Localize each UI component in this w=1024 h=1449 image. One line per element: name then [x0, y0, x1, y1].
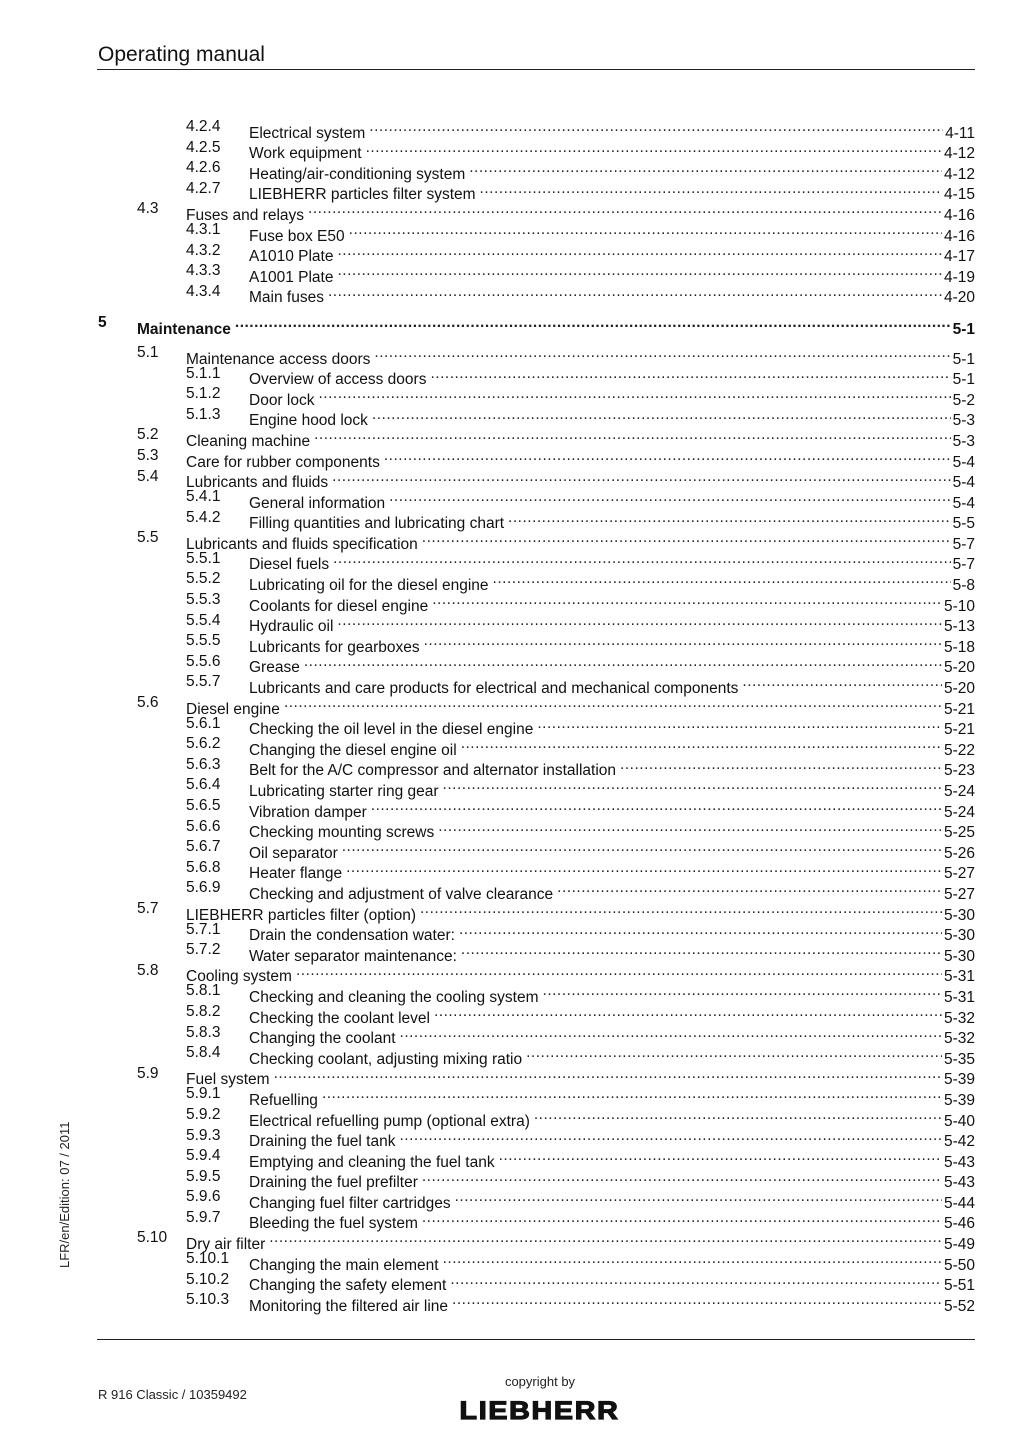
- toc-leader-dots: [389, 487, 950, 508]
- toc-title: A1001 Plate: [249, 268, 334, 286]
- toc-row: [0, 693, 1024, 718]
- toc-page-number: 5-27: [943, 885, 975, 903]
- toc-title: Fuel system: [186, 1071, 270, 1089]
- toc-title: Work equipment: [249, 145, 362, 163]
- toc-number: 5.3: [137, 446, 159, 464]
- toc-page-number: 5-52: [943, 1297, 975, 1315]
- toc-leader-dots: [284, 693, 942, 714]
- toc-title: Checking and adjustment of valve clearance: [249, 885, 554, 903]
- toc-page-number: 5-25: [943, 824, 975, 842]
- toc-title: Belt for the A/C compressor and alternator installation: [249, 762, 617, 780]
- toc-title: Monitoring the filtered air line: [249, 1297, 449, 1315]
- toc-title: Checking coolant, adjusting mixing ratio: [249, 1050, 523, 1068]
- toc-title: Fuse box E50: [249, 227, 345, 245]
- toc-page-number: 5-27: [943, 865, 975, 883]
- toc-page-number: 5-39: [943, 1071, 975, 1089]
- toc-number: 5.5.7: [186, 673, 221, 691]
- toc-title: A1010 Plate: [249, 248, 334, 266]
- toc-leader-dots: [328, 282, 942, 303]
- toc-page-number: 5-21: [943, 721, 975, 739]
- toc-row: [0, 1105, 1024, 1130]
- toc-number: 5.2: [137, 426, 159, 444]
- toc-title: Lubricants and care products for electrical and mechanical components: [249, 680, 739, 698]
- toc-title: Lubricants for gearboxes: [249, 638, 420, 656]
- toc-leader-dots: [480, 179, 942, 200]
- toc-title: Main fuses: [249, 289, 324, 307]
- toc-title: Heating/air-conditioning system: [249, 165, 466, 183]
- toc-row: [0, 775, 1024, 800]
- toc-leader-dots: [337, 261, 942, 282]
- toc-number: 5.9.2: [186, 1105, 221, 1123]
- toc-title: Cleaning machine: [186, 432, 311, 450]
- toc-leader-dots: [493, 569, 951, 590]
- toc-title: Changing the safety element: [249, 1277, 447, 1295]
- toc-number: 5.6.6: [186, 817, 221, 835]
- toc-number: 5.9.6: [186, 1188, 221, 1206]
- toc-title: Emptying and cleaning the fuel tank: [249, 1153, 495, 1171]
- toc-number: 5.6.7: [186, 838, 221, 856]
- toc-number: 5: [98, 314, 107, 332]
- toc-title: General information: [249, 494, 386, 512]
- toc-leader-dots: [434, 1002, 942, 1023]
- toc-row: [0, 487, 1024, 512]
- toc-number: 5.10: [137, 1229, 168, 1247]
- toc-leader-dots: [304, 652, 942, 673]
- toc-number: 5.6.1: [186, 714, 221, 732]
- toc-row: [0, 179, 1024, 204]
- toc-number: 5.5.5: [186, 632, 221, 650]
- toc-row: [0, 158, 1024, 183]
- toc-title: Overview of access doors: [249, 371, 427, 389]
- toc-row: [0, 508, 1024, 533]
- toc-leader-dots: [332, 467, 950, 488]
- toc-page-number: 5-7: [952, 556, 975, 574]
- toc-number: 4.2.7: [186, 179, 221, 197]
- toc-leader-dots: [508, 508, 951, 529]
- toc-number: 5.8.1: [186, 982, 221, 1000]
- toc-title: Fuses and relays: [186, 206, 305, 224]
- toc-title: Diesel engine: [186, 700, 280, 718]
- toc-page-number: 5-2: [952, 391, 975, 409]
- toc-row: [0, 1084, 1024, 1109]
- toc-leader-dots: [543, 981, 942, 1002]
- toc-row: [0, 940, 1024, 965]
- toc-title: Coolants for diesel engine: [249, 597, 429, 615]
- toc-leader-dots: [438, 817, 942, 838]
- toc-number: 4.3.4: [186, 282, 221, 300]
- toc-number: 5.5.3: [186, 591, 221, 609]
- toc-page-number: 5-10: [943, 597, 975, 615]
- toc-row: [0, 1023, 1024, 1048]
- toc-leader-dots: [342, 837, 942, 858]
- toc-title: Water separator maintenance:: [249, 947, 457, 965]
- toc-page-number: 4-11: [945, 124, 975, 142]
- toc-page-number: 5-30: [943, 906, 975, 924]
- toc-title: Door lock: [249, 391, 315, 409]
- toc-title: Changing the main element: [249, 1256, 439, 1274]
- toc-number: 5.6.4: [186, 776, 221, 794]
- toc-page-number: 5-24: [943, 803, 975, 821]
- toc-page-number: 4-17: [943, 248, 975, 266]
- toc-leader-dots: [420, 899, 942, 920]
- toc-number: 5.10.1: [186, 1250, 230, 1268]
- toc-page-number: 5-43: [943, 1153, 975, 1171]
- toc-page-number: 5-24: [943, 783, 975, 800]
- toc-number: 5.4.1: [186, 488, 221, 506]
- toc-row: [0, 837, 1024, 862]
- toc-row: [0, 755, 1024, 780]
- toc-row: [0, 199, 1024, 224]
- toc-title: Drain the condensation water:: [249, 927, 455, 945]
- toc-title: Electrical system: [249, 124, 366, 142]
- toc-number: 5.10.3: [186, 1291, 230, 1309]
- toc-page-number: 5-39: [943, 1091, 975, 1109]
- toc-row: [0, 241, 1024, 266]
- toc-number: 5.6.3: [186, 755, 221, 773]
- toc-page-number: 5-13: [943, 618, 975, 636]
- toc-title: Checking the coolant level: [249, 1009, 430, 1027]
- toc-page-number: 5-50: [943, 1256, 975, 1274]
- toc-leader-dots: [450, 1270, 942, 1291]
- toc-leader-dots: [443, 1249, 942, 1270]
- toc-row: [0, 467, 1024, 492]
- toc-title: Vibration damper: [249, 803, 367, 821]
- toc-row: [0, 446, 1024, 471]
- toc-leader-dots: [469, 158, 942, 179]
- toc-leader-dots: [308, 199, 942, 220]
- toc-leader-dots: [526, 1043, 942, 1064]
- toc-title: Heater flange: [249, 865, 343, 883]
- toc-page-number: 5-26: [943, 844, 975, 862]
- toc-leader-dots: [459, 920, 942, 941]
- toc-row: [0, 405, 1024, 430]
- toc-title: Cooling system: [186, 968, 292, 986]
- toc-page-number: 4-16: [943, 206, 975, 224]
- toc-number: 5.6.5: [186, 797, 221, 814]
- toc-row: [0, 364, 1024, 389]
- toc-leader-dots: [333, 549, 950, 570]
- toc-title: Engine hood lock: [249, 412, 368, 430]
- toc-row: [0, 313, 1024, 338]
- toc-number: 5.9: [137, 1064, 159, 1082]
- toc-row: [0, 961, 1024, 986]
- toc-title: Grease: [249, 659, 300, 677]
- edition-label: LFR/en/Edition: 07 / 2011: [57, 1121, 72, 1268]
- toc-page-number: 5-35: [943, 1050, 975, 1068]
- toc-row: [0, 590, 1024, 615]
- toc-title: Maintenance: [137, 320, 231, 338]
- toc-leader-dots: [422, 528, 951, 549]
- toc-entry: [137, 313, 975, 340]
- toc-leader-dots: [452, 1290, 942, 1311]
- toc-row: [0, 282, 1024, 307]
- logo-wordmark: LIEBHERR: [459, 1397, 620, 1423]
- toc-number: 4.3.1: [186, 220, 221, 238]
- toc-title: Changing the coolant: [249, 1030, 396, 1048]
- toc-page-number: 5-40: [943, 1112, 975, 1130]
- toc-page-number: 5-51: [943, 1277, 975, 1295]
- toc-page-number: 5-32: [943, 1009, 975, 1027]
- toc-leader-dots: [372, 405, 951, 426]
- toc-number: 5.8: [137, 961, 159, 979]
- toc-number: 5.9.7: [186, 1208, 221, 1226]
- toc-title: Checking and cleaning the cooling system: [249, 988, 539, 1006]
- toc-page-number: 5-4: [952, 453, 975, 471]
- toc-row: [0, 1126, 1024, 1151]
- toc-page-number: 5-22: [943, 741, 975, 759]
- model-number: R 916 Classic / 10359492: [98, 1387, 247, 1402]
- toc-page-number: 5-46: [943, 1215, 975, 1233]
- toc-page-number: 5-3: [952, 432, 975, 450]
- toc-number: 5.9.4: [186, 1147, 221, 1165]
- header-divider: [97, 69, 975, 70]
- toc-title: Oil separator: [249, 844, 338, 862]
- toc-page-number: 5-30: [943, 947, 975, 965]
- toc-leader-dots: [461, 734, 942, 755]
- toc-number: 5.7.2: [186, 941, 221, 959]
- toc-number: 5.6.9: [186, 879, 221, 897]
- toc-row: [0, 672, 1024, 698]
- toc-leader-dots: [400, 1023, 942, 1044]
- toc-leader-dots: [384, 446, 951, 467]
- toc-row: [0, 1249, 1024, 1274]
- toc-title: Bleeding the fuel system: [249, 1215, 418, 1233]
- toc-row: [0, 1167, 1024, 1192]
- toc-title: Hydraulic oil: [249, 618, 334, 636]
- toc-page-number: 5-1: [952, 371, 975, 389]
- toc-number: 5.7.1: [186, 920, 221, 938]
- toc-number: 5.9.3: [186, 1126, 221, 1144]
- toc-page-number: 4-12: [943, 145, 975, 163]
- toc-leader-dots: [346, 858, 942, 879]
- toc-number: 4.2.5: [186, 138, 221, 156]
- toc-row: [0, 981, 1024, 1006]
- toc-page-number: 5-1: [952, 320, 975, 338]
- toc-number: 5.6.2: [186, 735, 221, 753]
- toc-number: 5.5.4: [186, 611, 221, 629]
- toc-row: [0, 549, 1024, 574]
- toc-page-number: 5-20: [943, 659, 975, 677]
- toc-page-number: 5-20: [943, 680, 975, 698]
- toc-title: LIEBHERR particles filter (option): [186, 906, 416, 924]
- toc-row: [0, 899, 1024, 924]
- toc-page-number: 5-44: [943, 1194, 975, 1212]
- toc-page-number: 4-12: [943, 165, 975, 183]
- footer-divider: [97, 1339, 975, 1340]
- toc-row: [0, 1290, 1024, 1315]
- page-title: Operating manual: [98, 43, 265, 66]
- toc-row: [0, 343, 1024, 368]
- toc-row: [0, 920, 1024, 945]
- toc-number: 5.10.2: [186, 1270, 230, 1288]
- toc-page-number: 4-19: [943, 268, 975, 286]
- toc-row: [0, 878, 1024, 903]
- copyright-label: copyright by: [504, 1374, 576, 1389]
- toc-title: Checking mounting screws: [249, 824, 435, 842]
- toc-leader-dots: [322, 1084, 942, 1105]
- toc-number: 5.8.4: [186, 1044, 221, 1062]
- toc-leader-dots: [557, 878, 942, 899]
- toc-page-number: 5-32: [943, 1030, 975, 1048]
- toc-row: [0, 528, 1024, 553]
- toc-number: 5.1: [137, 343, 159, 361]
- toc-number: 5.5.2: [186, 570, 221, 588]
- toc-page-number: 5-49: [943, 1236, 975, 1254]
- toc-title: Refuelling: [249, 1091, 318, 1109]
- toc-row: [0, 611, 1024, 636]
- toc-number: 5.5: [137, 529, 159, 547]
- toc-leader-dots: [374, 343, 950, 364]
- toc-number: 5.6.8: [186, 858, 221, 876]
- toc-page-number: 5-30: [943, 927, 975, 945]
- toc-leader-dots: [296, 961, 942, 982]
- toc-page-number: 5-31: [943, 968, 975, 986]
- toc-title: Checking the oil level in the diesel engine: [249, 721, 534, 739]
- toc-row: [0, 734, 1024, 759]
- toc-page-number: 5-31: [943, 988, 975, 1006]
- toc-title: Lubricating starter ring gear: [249, 783, 439, 800]
- toc-title: Lubricants and fluids specification: [186, 535, 418, 553]
- toc-page-number: 5-5: [952, 515, 975, 533]
- toc-row: [0, 1208, 1024, 1233]
- toc-row: [0, 117, 1024, 142]
- toc-leader-dots: [499, 1146, 942, 1167]
- toc-row: [0, 1187, 1024, 1212]
- toc-leader-dots: [443, 775, 942, 796]
- toc-page-number: 5-8: [952, 577, 975, 595]
- toc-page-number: 5-3: [952, 412, 975, 430]
- toc-leader-dots: [269, 1228, 942, 1249]
- toc-number: 4.3.2: [186, 241, 221, 259]
- toc-number: 5.1.1: [186, 364, 221, 382]
- toc-title: Electrical refuelling pump (optional extra): [249, 1112, 530, 1130]
- toc-row: [0, 1064, 1024, 1089]
- toc-title: Care for rubber components: [186, 453, 380, 471]
- toc-row: [0, 1043, 1024, 1068]
- toc-entry: [249, 282, 975, 309]
- toc-number: 5.6: [137, 694, 159, 712]
- toc-row: [0, 652, 1024, 677]
- toc-row: [0, 817, 1024, 842]
- toc-leader-dots: [274, 1064, 942, 1085]
- toc-row: [0, 1270, 1024, 1295]
- toc-row: [0, 1002, 1024, 1027]
- toc-leader-dots: [349, 220, 942, 241]
- toc-page-number: 4-16: [943, 227, 975, 245]
- toc-leader-dots: [314, 425, 951, 446]
- toc-row: [0, 1146, 1024, 1171]
- toc-number: 5.1.3: [186, 405, 221, 423]
- toc-page-number: 5-23: [943, 762, 975, 780]
- toc-page-number: 5-42: [943, 1133, 975, 1151]
- toc-number: 5.1.2: [186, 385, 221, 403]
- toc-page-number: 5-21: [943, 700, 975, 718]
- toc-row: [0, 220, 1024, 245]
- toc-row: [0, 569, 1024, 595]
- toc-leader-dots: [620, 755, 942, 776]
- toc-number: 4.3: [137, 200, 159, 218]
- toc-leader-dots: [430, 364, 950, 385]
- toc-number: 5.4: [137, 467, 159, 485]
- toc-leader-dots: [318, 384, 950, 405]
- toc-number: 5.8.3: [186, 1023, 221, 1041]
- toc-page-number: 5-4: [952, 494, 975, 512]
- toc-entry: [249, 1290, 975, 1317]
- toc-title: Dry air filter: [186, 1236, 266, 1254]
- toc-leader-dots: [399, 1126, 941, 1147]
- toc-leader-dots: [537, 714, 942, 735]
- toc-title: Changing the diesel engine oil: [249, 741, 457, 759]
- toc-number: 5.8.2: [186, 1002, 221, 1020]
- toc-page-number: 5-7: [952, 535, 975, 553]
- toc-number: 5.5.6: [186, 652, 221, 670]
- toc-title: Draining the fuel tank: [249, 1133, 396, 1151]
- toc-row: [0, 796, 1024, 821]
- toc-row: [0, 631, 1024, 656]
- liebherr-logo: [457, 1397, 622, 1423]
- toc-number: 5.4.2: [186, 508, 221, 526]
- toc-row: [0, 425, 1024, 450]
- toc-row: [0, 384, 1024, 409]
- toc-leader-dots: [371, 796, 942, 817]
- toc-leader-dots: [422, 1208, 942, 1229]
- toc-title: Filling quantities and lubricating chart: [249, 515, 505, 533]
- toc-leader-dots: [369, 117, 943, 138]
- toc-number: 4.3.3: [186, 262, 221, 280]
- toc-title: Changing fuel filter cartridges: [249, 1194, 451, 1212]
- toc-row: [0, 138, 1024, 163]
- toc-leader-dots: [742, 672, 942, 693]
- toc-leader-dots: [461, 940, 942, 961]
- toc-row: [0, 714, 1024, 739]
- toc-number: 5.5.1: [186, 549, 221, 567]
- toc-leader-dots: [337, 241, 942, 262]
- toc-leader-dots: [422, 1167, 942, 1188]
- toc-page-number: 5-18: [943, 638, 975, 656]
- toc-leader-dots: [424, 631, 942, 652]
- toc-row: [0, 858, 1024, 883]
- toc-leader-dots: [366, 138, 942, 159]
- toc-title: LIEBHERR particles filter system: [249, 186, 476, 204]
- toc-title: Lubricants and fluids: [186, 474, 329, 492]
- toc-number: 5.7: [137, 899, 159, 917]
- toc-row: [0, 1228, 1024, 1254]
- toc-row: [0, 261, 1024, 286]
- toc-number: 5.9.5: [186, 1167, 221, 1185]
- toc-leader-dots: [432, 590, 942, 611]
- toc-title: Draining the fuel prefilter: [249, 1174, 418, 1192]
- toc-number: 4.2.4: [186, 118, 221, 135]
- toc-page-number: 5-1: [952, 350, 975, 368]
- toc-leader-dots: [235, 313, 951, 334]
- toc-leader-dots: [337, 611, 942, 632]
- toc-leader-dots: [455, 1187, 942, 1208]
- toc-number: 4.2.6: [186, 159, 221, 177]
- toc-page-number: 4-20: [943, 289, 975, 307]
- toc-page-number: 5-43: [943, 1174, 975, 1192]
- toc-title: Lubricating oil for the diesel engine: [249, 577, 489, 595]
- table-of-contents: [0, 117, 1024, 1315]
- toc-number: 5.9.1: [186, 1085, 221, 1103]
- toc-leader-dots: [534, 1105, 942, 1126]
- toc-title: Maintenance access doors: [186, 350, 371, 368]
- toc-page-number: 5-4: [952, 474, 975, 492]
- toc-page-number: 4-15: [943, 186, 975, 204]
- toc-title: Diesel fuels: [249, 556, 330, 574]
